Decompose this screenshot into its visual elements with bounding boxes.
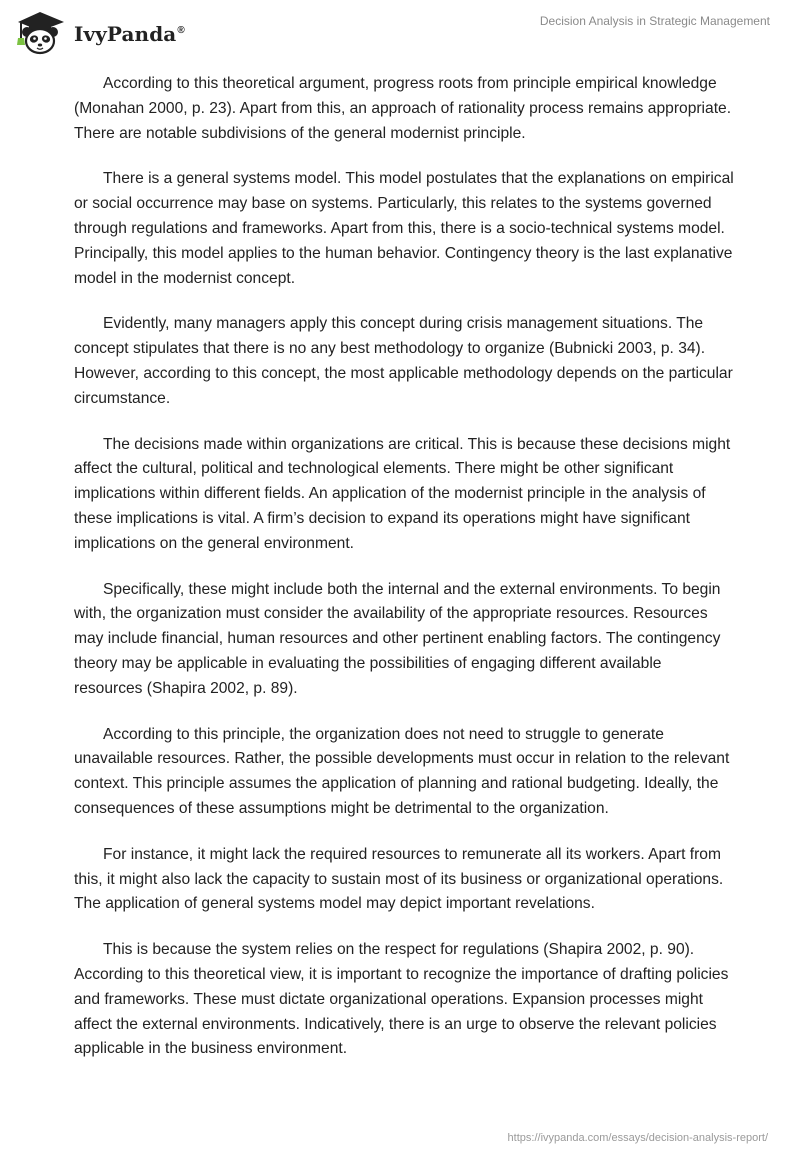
registered-mark: ® [177, 25, 185, 37]
panda-graduation-cap-icon [14, 8, 68, 56]
paragraph: There is a general systems model. This model postulates that the explanations on empirical or social occurrence may base on systems. Particularly, this relates to the systems governed through regulations and frameworks. Apart from this, there is a socio-technical systems model. Principally, this model applies to the human behavior. Contingency theory is the last explanative model in the modernist concept. [74, 170, 734, 287]
paragraph: According to this theoretical argument, progress roots from principle empirical knowledge (Monahan 2000, p. 23). Apart from this, an approach of rationality process remains appropriate. There are notable subdivisions of the general modernist principle. [74, 75, 732, 142]
paragraph: This is because the system relies on the respect for regulations (Shapira 2002, p. 90). According to this theoretical view, it is important to recognize the importance of drafting policies and frameworks. These must dictate organizational operations. Expansion processes might affect the external environments. Indicatively, there is an urge to observe the relevant policies applicable in the business environment. [74, 941, 729, 1058]
paragraph: Specifically, these might include both the internal and the external environments. To begin with, the organization must consider the availability of the appropriate resources. Resources may include financial, human resources and other pertinent enabling factors. The contingency theory may be applicable in evaluating the possibilities of engaging different available resources (Shapira 2002, p. 89). [74, 580, 721, 697]
paragraph: According to this principle, the organization does not need to struggle to generate unavailable resources. Rather, the possible developments must occur in relation to the relevant context. This principle assumes the application of planning and rational budgeting. Ideally, the consequences of these assumptions might be detrimental to the organization. [74, 725, 730, 817]
paragraph: Evidently, many managers apply this concept during crisis management situations. The concept stipulates that there is no any best methodology to organize (Bubnicki 2003, p. 34). However, according to this concept, the most applicable methodology depends on the particular circumstance. [74, 315, 733, 407]
source-url[interactable]: https://ivypanda.com/essays/decision-analysis-report/ [507, 1132, 768, 1144]
paragraph: The decisions made within organizations are critical. This is because these decisions might affect the cultural, political and technological elements. There might be other significant implications within different fields. An application of the modernist principle in the analysis of these implications is vital. A firm’s decision to expand its operations might have significant implications on the general environment. [74, 435, 731, 552]
essay-body [74, 72, 734, 1083]
paragraph: For instance, it might lack the required resources to remunerate all its workers. Apart from this, it might also lack the capacity to sustain most of its business or organizational operations. The application of general systems model may depict important revelations. [74, 845, 724, 913]
brand-name: IvyPanda® [74, 22, 185, 46]
ivypanda-logo[interactable] [14, 8, 185, 56]
page-header [0, 0, 800, 60]
document-title: Decision Analysis in Strategic Management [539, 14, 770, 28]
